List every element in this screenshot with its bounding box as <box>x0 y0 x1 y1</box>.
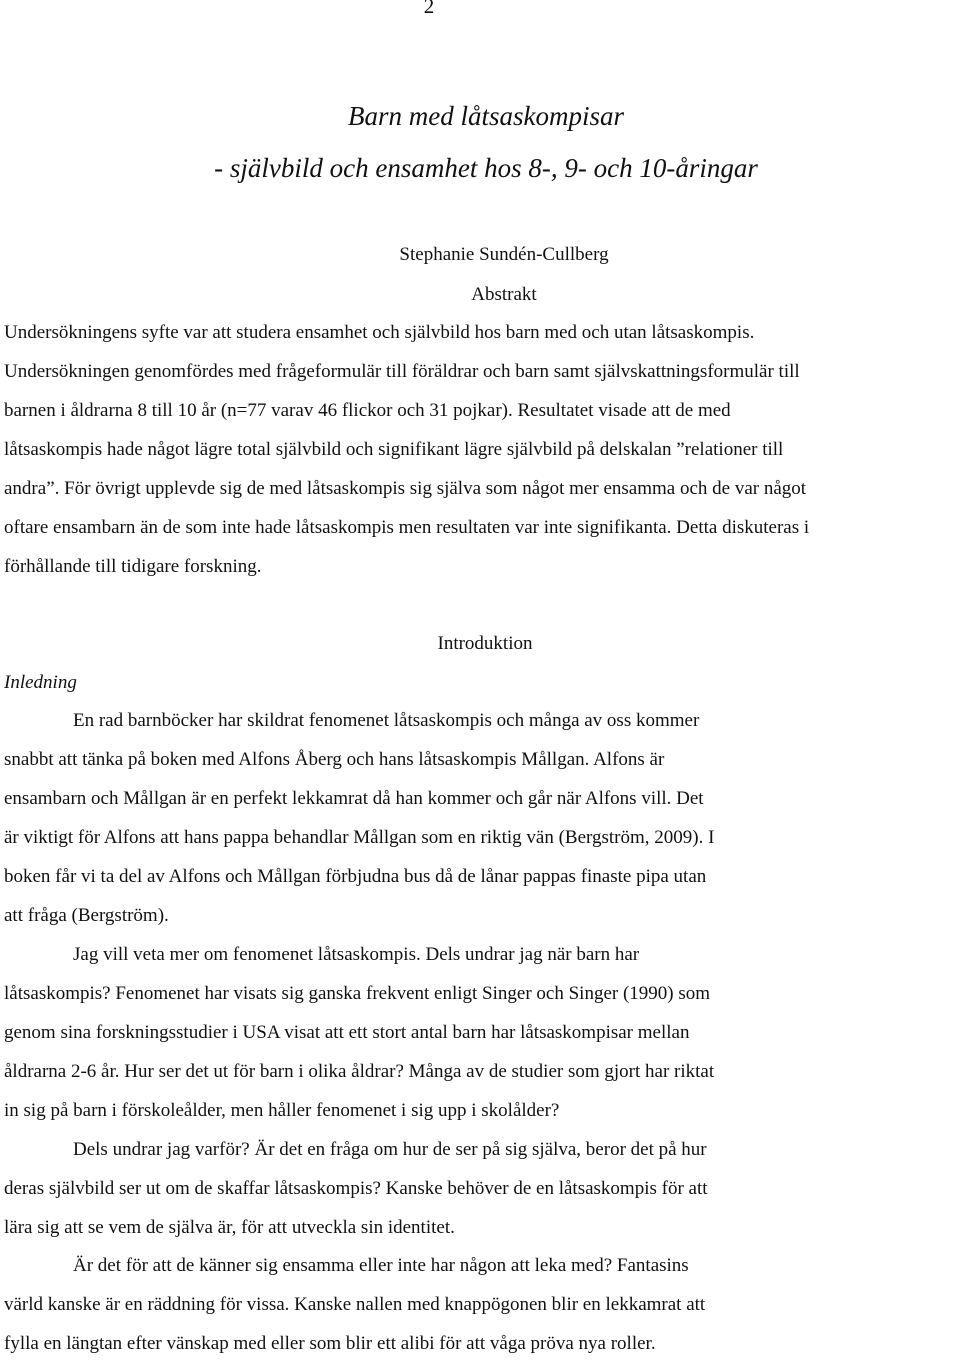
paragraph-line: är viktigt för Alfons att hans pappa behandlar Mållgan som en riktig vän (Bergström, 2009). I <box>4 827 715 848</box>
paragraph-line: En rad barnböcker har skildrat fenomenet låtsaskompis och många av oss kommer <box>73 710 700 731</box>
paragraph <box>4 701 854 935</box>
paragraph-line: lära sig att se vem de själva är, för att utveckla sin identitet. <box>4 1217 455 1238</box>
paragraph-line: deras självbild ser ut om de skaffar låtsaskompis? Kanske behöver de en låtsaskompis för att <box>4 1178 708 1199</box>
abstract-line: andra”. För övrigt upplevde sig de med låtsaskompis sig själva som något mer ensamma och de var något <box>4 478 807 499</box>
author: Stephanie Sundén-Cullberg <box>399 244 609 265</box>
paragraph-line: värld kanske är en räddning för vissa. Kanske nallen med knappögonen blir en lekkamrat att <box>4 1294 706 1315</box>
paragraph-line: Dels undrar jag varför? Är det en fråga om hur de ser på sig själva, beror det på hur <box>73 1139 707 1160</box>
title-line-2: - självbild och ensamhet hos 8-, 9- och 10-åringar <box>214 153 758 183</box>
abstract-line: förhållande till tidigare forskning. <box>4 556 262 577</box>
section-heading: Introduktion <box>437 633 533 654</box>
subsection-heading: Inledning <box>4 672 77 693</box>
abstract-line: barnen i åldrarna 8 till 10 år (n=77 varav 46 flickor och 31 pojkar). Resultatet visade att de med <box>4 400 731 421</box>
paragraph-line: snabbt att tänka på boken med Alfons Åberg och hans låtsaskompis Mållgan. Alfons är <box>4 749 665 770</box>
paragraph-line: åldrarna 2-6 år. Hur ser det ut för barn i olika åldrar? Många av de studier som gjort har riktat <box>4 1061 715 1082</box>
paragraph <box>4 935 854 1130</box>
paragraph-line: Jag vill veta mer om fenomenet låtsaskompis. Dels undrar jag när barn har <box>73 944 640 965</box>
paragraph-line: genom sina forskningsstudier i USA visat att ett stort antal barn har låtsaskompisar mellan <box>4 1022 690 1043</box>
abstract-line: Undersökningens syfte var att studera ensamhet och självbild hos barn med och utan låtsaskompis. <box>4 322 755 343</box>
paragraph-line: Är det för att de känner sig ensamma eller inte har någon att leka med? Fantasins <box>73 1255 689 1276</box>
paragraph <box>4 1130 854 1247</box>
abstract-text <box>4 313 960 586</box>
paragraph-line: fylla en längtan efter vänskap med eller som blir ett alibi för att våga pröva nya roller. <box>4 1333 656 1354</box>
abstract-line: oftare ensambarn än de som inte hade låtsaskompis men resultaten var inte signifikanta. Detta diskuteras i <box>4 517 810 538</box>
paragraph-line: att fråga (Bergström). <box>4 905 169 926</box>
abstract-line: Undersökningen genomfördes med frågeformulär till föräldrar och barn samt självskattningsformulär till <box>4 361 800 382</box>
abstract-line: låtsaskompis hade något lägre total självbild och signifikant lägre självbild på delskalan ”relationer till <box>4 439 784 460</box>
paragraph-line: låtsaskompis? Fenomenet har visats sig ganska frekvent enligt Singer och Singer (1990) som <box>4 983 711 1004</box>
abstract-heading: Abstrakt <box>471 284 537 305</box>
title-line-1: Barn med låtsaskompisar <box>348 101 624 131</box>
paragraph <box>4 1246 854 1363</box>
paragraph-line: ensambarn och Mållgan är en perfekt lekkamrat då han kommer och går när Alfons vill. Det <box>4 788 704 809</box>
paragraph-line: boken får vi ta del av Alfons och Mållgan förbjudna bus då de lånar pappas finaste pipa utan <box>4 866 707 887</box>
page-number: 2 <box>423 0 435 18</box>
paragraph-line: in sig på barn i förskoleålder, men håller fenomenet i sig upp i skolålder? <box>4 1100 560 1121</box>
